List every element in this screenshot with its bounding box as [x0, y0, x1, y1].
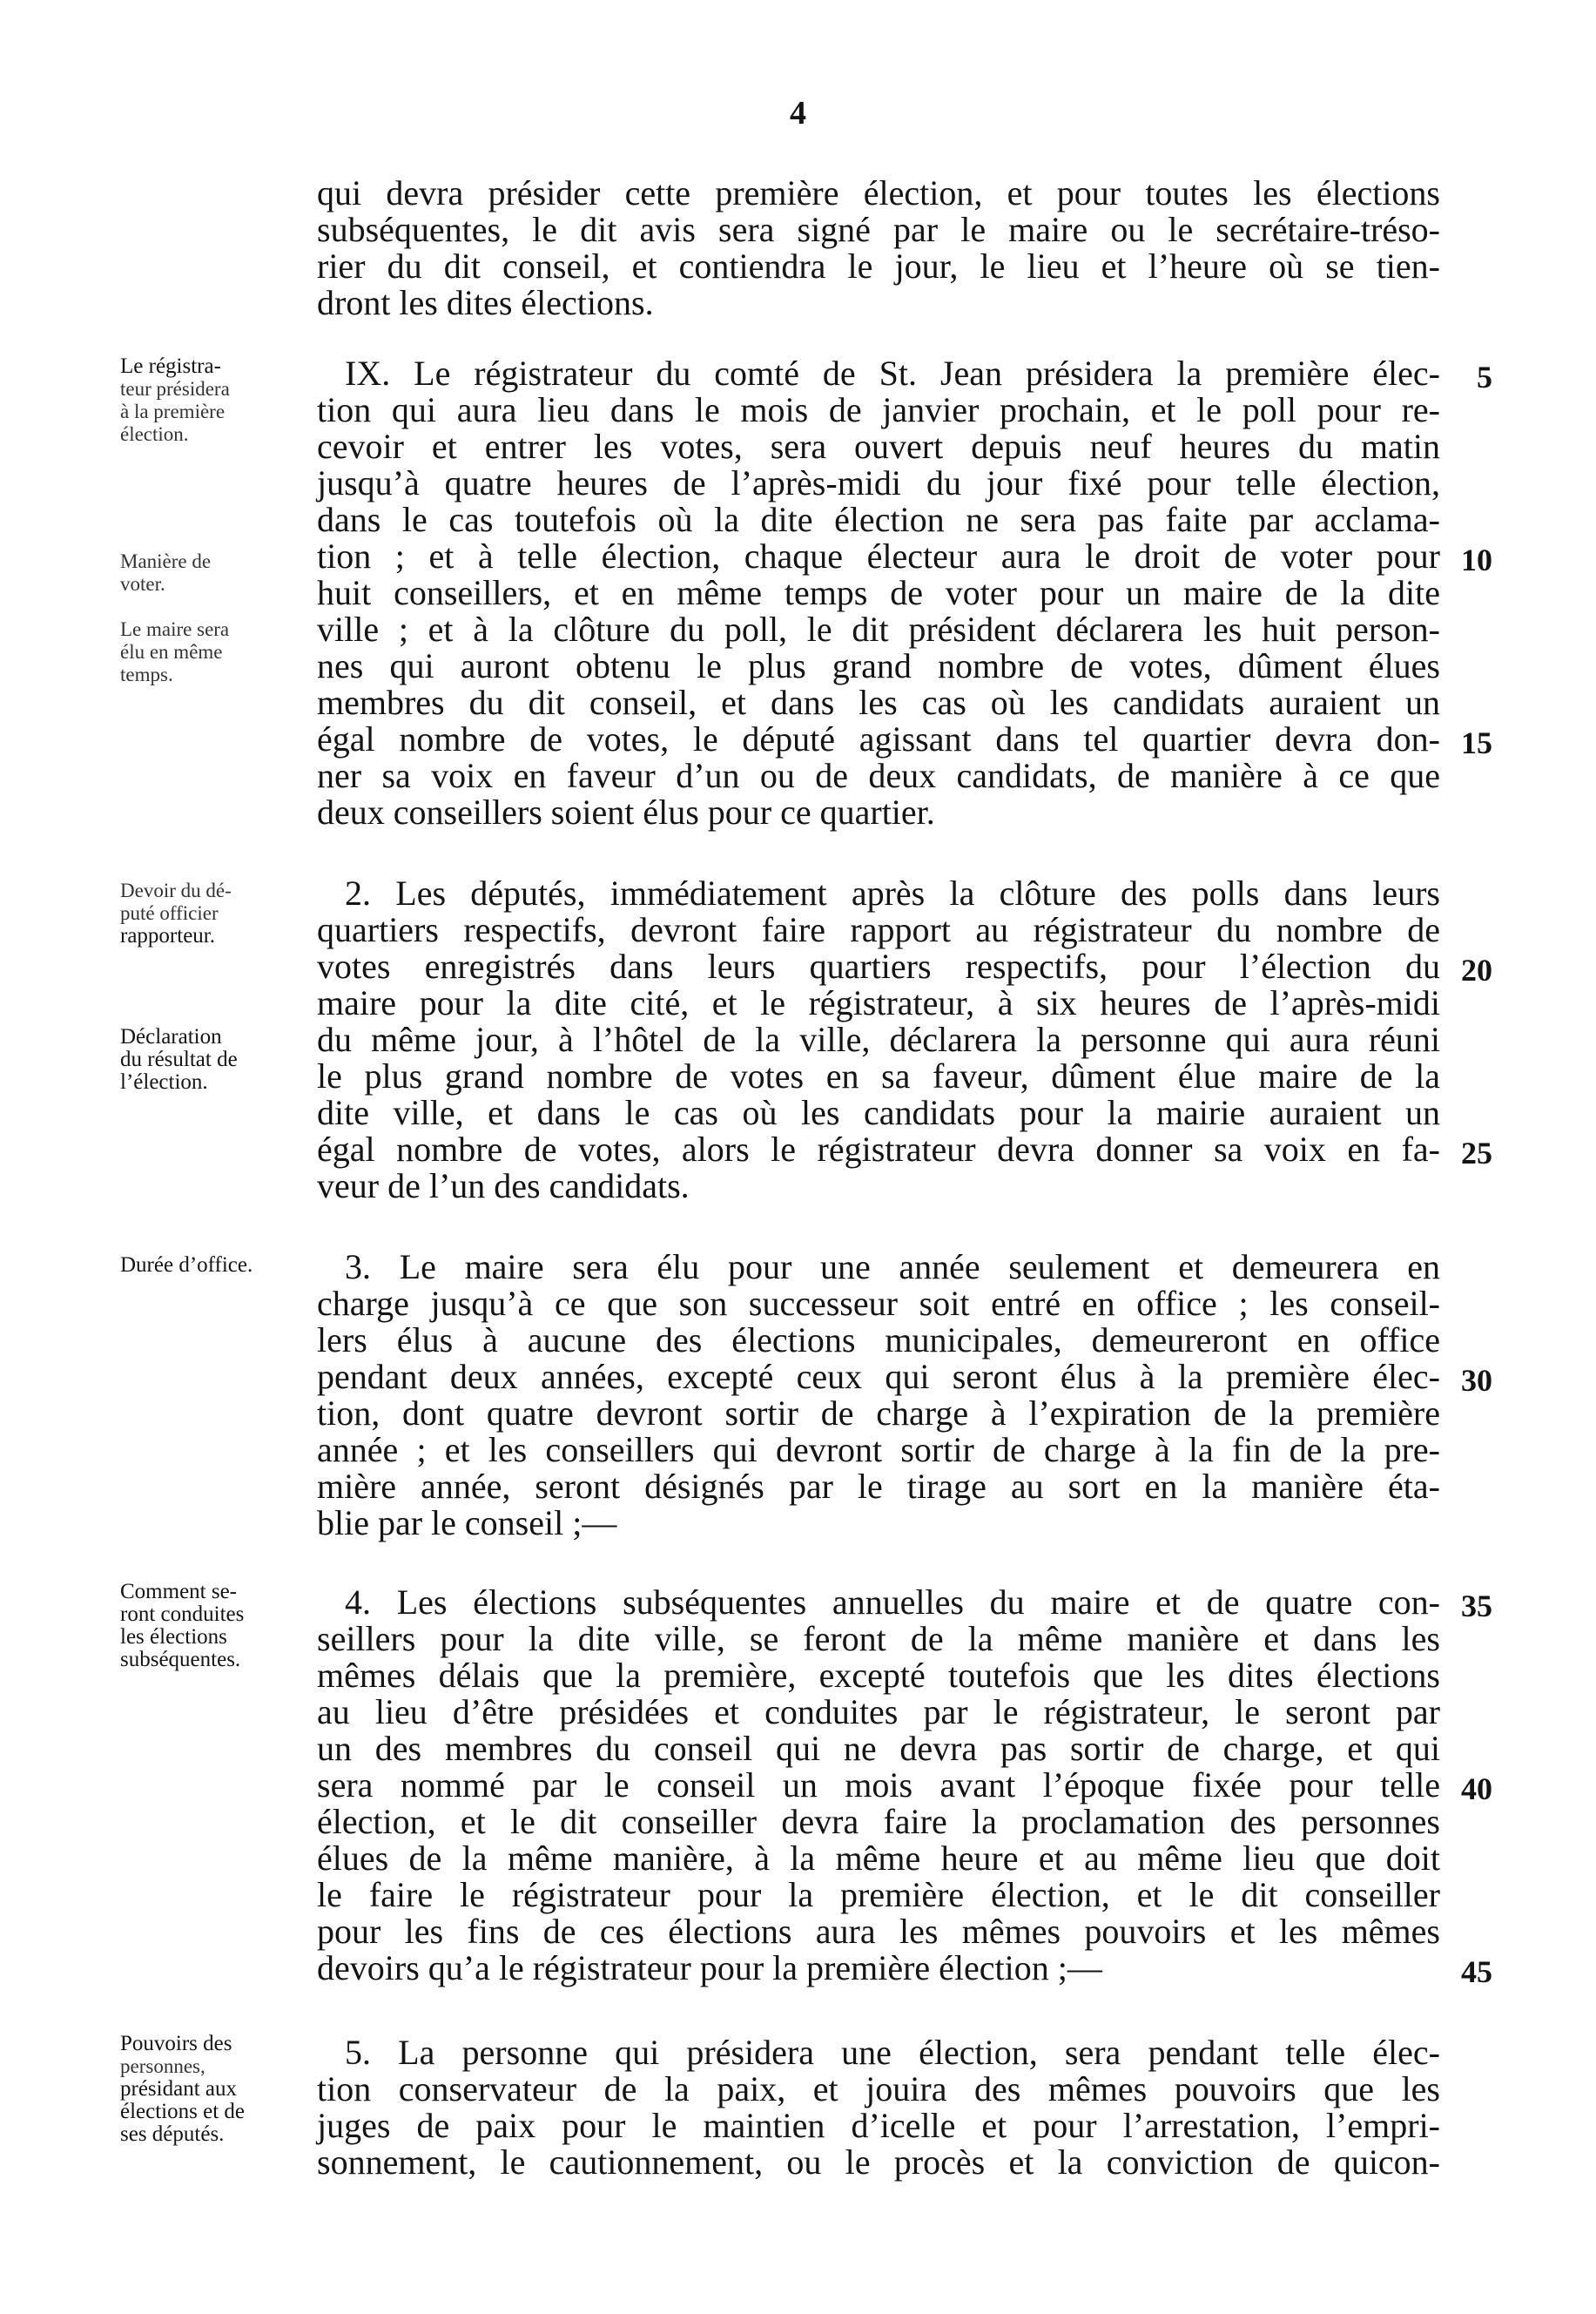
- text-line: veur de l’un des candidats.: [317, 1166, 690, 1205]
- text-line: ner sa voix en faveur d’un ou de deux candidats, de manière à ce que: [317, 756, 1440, 795]
- text-line: un des membres du conseil qui ne devra pas sortir de charge, et qui: [317, 1729, 1440, 1768]
- margin-note-line: puté officier: [120, 902, 219, 924]
- text-line: votes enregistrés dans leurs quartiers respectifs, pour l’élection du: [317, 947, 1440, 986]
- text-line: rier du dit conseil, et contiendra le jour, le lieu et l’heure où se tien-: [317, 246, 1440, 286]
- text-line: élues de la même manière, à la même heure et au même lieu que doit: [317, 1838, 1440, 1878]
- margin-note-line: rapporteur.: [120, 924, 215, 948]
- text-line: pour les fins de ces élections aura les mêmes pouvoirs et les mêmes: [317, 1912, 1440, 1951]
- margin-note-line: Pouvoirs des: [120, 2032, 232, 2055]
- text-line: qui devra présider cette première élection, et pour toutes les élections: [317, 173, 1440, 213]
- margin-note-line: voter.: [120, 573, 165, 595]
- text-line: ville ; et à la clôture du poll, le dit président déclarera les huit person-: [317, 610, 1440, 649]
- margin-note-line: subséquentes.: [120, 1648, 241, 1671]
- text-line: élection, et le dit conseiller devra faire la proclamation des personnes: [317, 1802, 1440, 1841]
- margin-note-line: ront conduites: [120, 1602, 245, 1626]
- text-line: pendant deux années, excepté ceux qui seront élus à la première élec-: [317, 1357, 1440, 1396]
- text-line: devoirs qu’a le régistrateur pour la première élection ;—: [317, 1948, 1102, 1987]
- text-line: tion qui aura lieu dans le mois de janvier prochain, et le poll pour re-: [317, 390, 1440, 429]
- text-line: dite ville, et dans le cas où les candidats pour la mairie auraient un: [317, 1093, 1440, 1132]
- text-line: quartiers respectifs, devront faire rapport au régistrateur du nombre de: [317, 910, 1440, 949]
- text-line: maire pour la dite cité, et le régistrateur, à six heures de l’après-midi: [317, 983, 1440, 1022]
- margin-note-line: l’élection.: [120, 1070, 208, 1094]
- text-line: année ; et les conseillers qui devront sortir de charge à la fin de la pre-: [317, 1430, 1440, 1469]
- margin-note-line: Déclaration: [120, 1025, 222, 1049]
- margin-note-deputy-duty: [120, 880, 312, 948]
- line-number: 20: [1461, 953, 1492, 988]
- line-number: 25: [1461, 1136, 1492, 1170]
- margin-note-declaration: [120, 1026, 312, 1094]
- line-number: 30: [1461, 1363, 1492, 1398]
- text-line: 2. Les députés, immédiatement après la clôture des polls dans leurs: [345, 874, 1440, 913]
- text-line: le faire le régistrateur pour la première élection, et le dit conseiller: [317, 1875, 1440, 1914]
- margin-note-line: Comment se-: [120, 1580, 238, 1603]
- text-line: nes qui auront obtenu le plus grand nombre de votes, dûment élues: [317, 646, 1440, 685]
- text-line: charge jusqu’à ce que son successeur soit entré en office ; les conseil-: [317, 1284, 1440, 1323]
- margin-note-line: Le maire sera: [120, 618, 230, 640]
- margin-note-line: élu en même: [120, 641, 223, 663]
- margin-note-voting: [120, 550, 312, 596]
- margin-note-line: du résultat de: [120, 1048, 238, 1071]
- margin-note-term: [120, 1254, 312, 1277]
- text-line: dans le cas toutefois où la dite élection ne sera pas faite par acclama-: [317, 500, 1440, 539]
- text-line: tion conservateur de la paix, et jouira des mêmes pouvoirs que les: [317, 2069, 1440, 2108]
- margin-note-line: ses députés.: [120, 2122, 225, 2146]
- text-line: subséquentes, le dit avis sera signé par le maire ou le secrétaire-tréso-: [317, 210, 1440, 249]
- line-number: 35: [1461, 1589, 1492, 1623]
- line-number: 5: [1477, 360, 1492, 395]
- text-line: membres du dit conseil, et dans les cas où les candidats auraient un: [317, 683, 1440, 722]
- line-number: 40: [1461, 1771, 1492, 1806]
- margin-note-registrar: [120, 355, 312, 446]
- text-line: tion, dont quatre devront sortir de charge à l’expiration de la première: [317, 1393, 1440, 1433]
- text-line: au lieu d’être présidées et conduites par le régistrateur, le seront par: [317, 1692, 1440, 1731]
- text-line: deux conseillers soient élus pour ce quartier.: [317, 793, 935, 832]
- margin-note-line: Devoir du dé-: [120, 880, 232, 901]
- line-number: 10: [1461, 543, 1492, 577]
- margin-note-line: à la première: [120, 401, 226, 422]
- text-line: 3. Le maire sera élu pour une année seulement et demeurera en: [345, 1247, 1440, 1286]
- text-line: 5. La personne qui présidera une élection, sera pendant telle élec-: [345, 2033, 1440, 2072]
- text-line: juges de paix pour le maintien d’icelle et pour l’arrestation, l’empri-: [317, 2106, 1440, 2145]
- text-line: lers élus à aucune des élections municipales, demeureront en office: [317, 1320, 1440, 1359]
- margin-note-line: Le régistra-: [120, 354, 221, 378]
- text-line: IX. Le régistrateur du comté de St. Jean présidera la première élec-: [345, 354, 1440, 393]
- line-number: 15: [1461, 725, 1492, 760]
- text-line: égal nombre de votes, alors le régistrateur devra donner sa voix en fa-: [317, 1130, 1440, 1169]
- text-line: seillers pour la dite ville, se feront de la même manière et dans les: [317, 1619, 1440, 1658]
- margin-note-line: teur présidera: [120, 378, 230, 400]
- text-line: égal nombre de votes, le député agissant dans tel quartier devra don-: [317, 719, 1440, 759]
- text-line: mière année, seront désignés par le tirage au sort en la manière éta-: [317, 1467, 1440, 1506]
- margin-note-line: présidant aux: [120, 2077, 237, 2101]
- text-line: mêmes délais que la première, excepté toutefois que les dites élections: [317, 1656, 1440, 1695]
- page-number: 4: [790, 95, 806, 132]
- margin-note-line: les élections: [120, 1625, 227, 1649]
- text-line: jusqu’à quatre heures de l’après-midi du jour fixé pour telle élection,: [317, 463, 1440, 503]
- text-line: du même jour, à l’hôtel de la ville, déclarera la personne qui aura réuni: [317, 1020, 1440, 1059]
- text-line: sonnement, le cautionnement, ou le procès et la conviction de quicon-: [317, 2142, 1440, 2182]
- text-line: dront les dites élections.: [317, 283, 654, 322]
- margin-note-line: personnes,: [120, 2055, 205, 2077]
- text-line: cevoir et entrer les votes, sera ouvert depuis neuf heures du matin: [317, 427, 1440, 466]
- text-line: tion ; et à telle élection, chaque électeur aura le droit de voter pour: [317, 536, 1440, 576]
- text-line: huit conseillers, et en même temps de voter pour un maire de la dite: [317, 573, 1440, 612]
- margin-note-powers: [120, 2033, 312, 2146]
- line-number: 45: [1461, 1954, 1492, 1989]
- margin-note-line: élections et de: [120, 2100, 245, 2123]
- margin-note-subsequent: [120, 1581, 312, 1671]
- text-line: sera nommé par le conseil un mois avant l’époque fixée pour telle: [317, 1765, 1440, 1805]
- margin-note-line: élection.: [120, 423, 189, 445]
- margin-note-line: Durée d’office.: [120, 1253, 253, 1277]
- margin-note-mayor-elected: [120, 618, 312, 686]
- margin-note-line: Manière de: [120, 550, 212, 572]
- margin-note-line: temps.: [120, 664, 173, 685]
- text-line: blie par le conseil ;—: [317, 1503, 617, 1542]
- text-line: le plus grand nombre de votes en sa faveur, dûment élue maire de la: [317, 1056, 1440, 1096]
- text-line: 4. Les élections subséquentes annuelles du maire et de quatre con-: [345, 1582, 1440, 1622]
